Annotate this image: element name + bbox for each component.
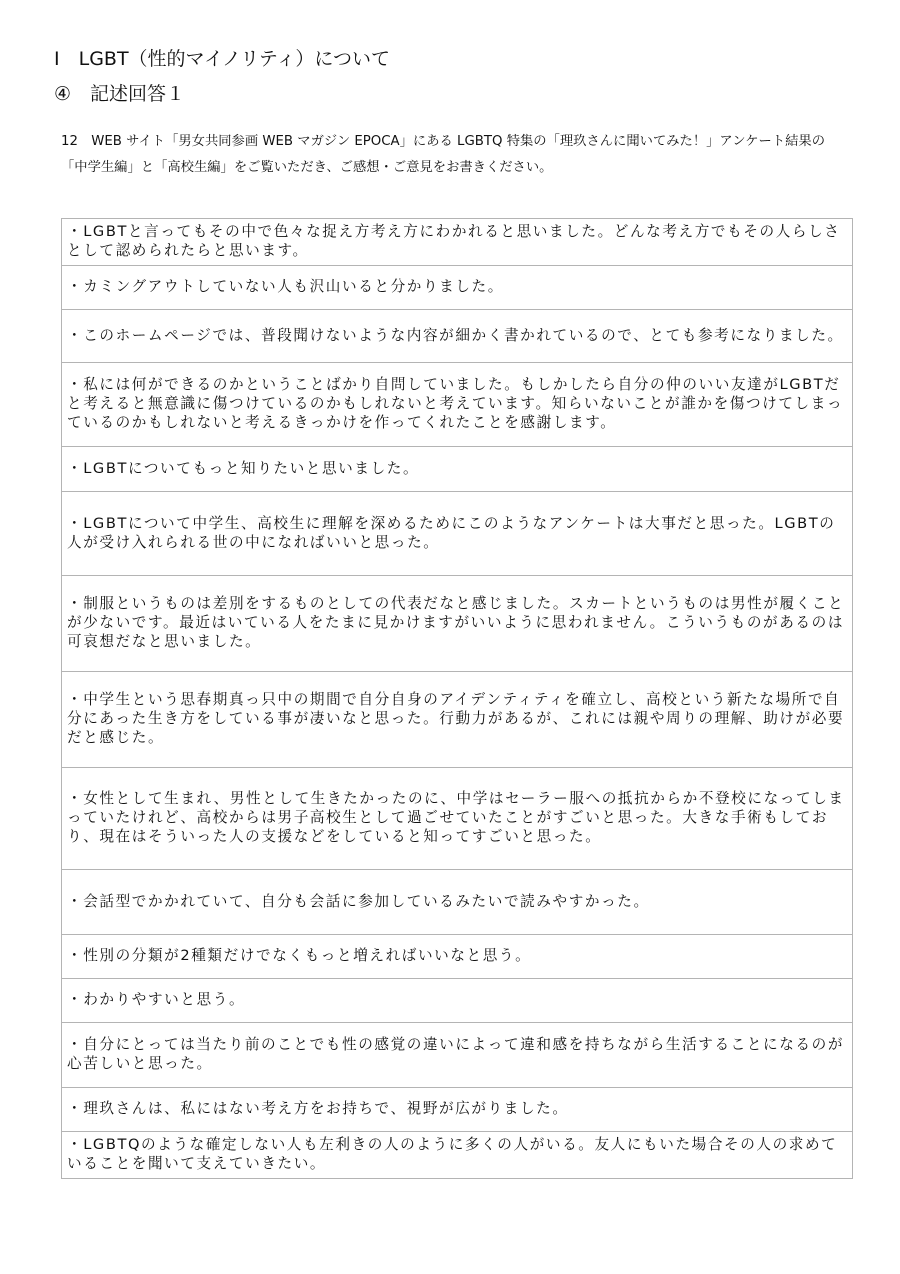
answer-row: [62, 266, 853, 310]
subsection-title: ④ 記述回答１: [54, 83, 186, 105]
question-text: 12 WEB サイト「男女共同参画 WEB マガジン EPOCA」にある LGBTQ 特集の「理玖さんに聞いてみた！」アンケート結果の「中学生編」と「高校生編」をご覧いただき、ご感想・ご意見をお書きください。: [61, 134, 826, 175]
answer-cell: ・このホームページでは、普段聞けないような内容が細かく書かれているので、とても参考になりました。: [62, 310, 853, 363]
answer-cell: ・わかりやすいと思う。: [62, 979, 853, 1023]
answer-row: [62, 310, 853, 363]
answer-row: [62, 219, 853, 266]
answer-cell: ・会話型でかかれていて、自分も会話に参加しているみたいで読みやすかった。: [62, 870, 853, 935]
section-title: Ⅰ LGBT（性的マイノリティ）について: [54, 48, 390, 70]
answer-row: [62, 363, 853, 447]
answer-cell: ・カミングアウトしていない人も沢山いると分かりました。: [62, 266, 853, 310]
answer-row: [62, 1088, 853, 1132]
answer-cell: ・LGBTについて中学生、高校生に理解を深めるためにこのようなアンケートは大事だと思った。LGBTの人が受け入れられる世の中になればいいと思った。: [62, 492, 853, 576]
answer-row: [62, 1132, 853, 1179]
answer-cell: ・LGBTQのような確定しない人も左利きの人のように多くの人がいる。友人にもいた場合その人の求めていることを聞いて支えていきたい。: [62, 1132, 853, 1179]
answer-cell: ・女性として生まれ、男性として生きたかったのに、中学はセーラー服への抵抗からか不登校になってしまっていたけれど、高校からは男子高校生として過ごせていたことがすごいと思った。大きな手術もしており、現在はそういった人の支援などをしていると知ってすごいと思った。: [62, 768, 853, 870]
answer-cell: ・私には何ができるのかということばかり自問していました。もしかしたら自分の仲のいい友達がLGBTだと考えると無意識に傷つけているのかもしれないと考えています。知らいないことが誰かを傷つけてしまっているのかもしれないと考えるきっかけを作ってくれたことを感謝します。: [62, 363, 853, 447]
answer-row: [62, 979, 853, 1023]
answer-row: [62, 672, 853, 768]
answer-cell: ・理玖さんは、私にはない考え方をお持ちで、視野が広がりました。: [62, 1088, 853, 1132]
answers-table: [61, 218, 853, 1179]
answer-row: [62, 492, 853, 576]
answer-cell: ・中学生という思春期真っ只中の期間で自分自身のアイデンティティを確立し、高校という新たな場所で自分にあった生き方をしている事が凄いなと思った。行動力があるが、これには親や周りの理解、助けが必要だと感じた。: [62, 672, 853, 768]
answer-row: [62, 870, 853, 935]
answer-row: [62, 935, 853, 979]
answer-row: [62, 576, 853, 672]
answer-cell: ・LGBTと言ってもその中で色々な捉え方考え方にわかれると思いました。どんな考え方でもその人らしさとして認められたらと思います。: [62, 219, 853, 266]
answer-cell: ・自分にとっては当たり前のことでも性の感覚の違いによって違和感を持ちながら生活することになるのが心苦しいと思った。: [62, 1023, 853, 1088]
answer-cell: ・制服というものは差別をするものとしての代表だなと感じました。スカートというものは男性が履くことが少ないです。最近はいている人をたまに見かけますがいいように思われません。こういうものがあるのは可哀想だなと思いました。: [62, 576, 853, 672]
answer-row: [62, 1023, 853, 1088]
answer-row: [62, 447, 853, 492]
answer-cell: ・LGBTについてもっと知りたいと思いました。: [62, 447, 853, 492]
answer-cell: ・性別の分類が2種類だけでなくもっと増えればいいなと思う。: [62, 935, 853, 979]
answer-row: [62, 768, 853, 870]
